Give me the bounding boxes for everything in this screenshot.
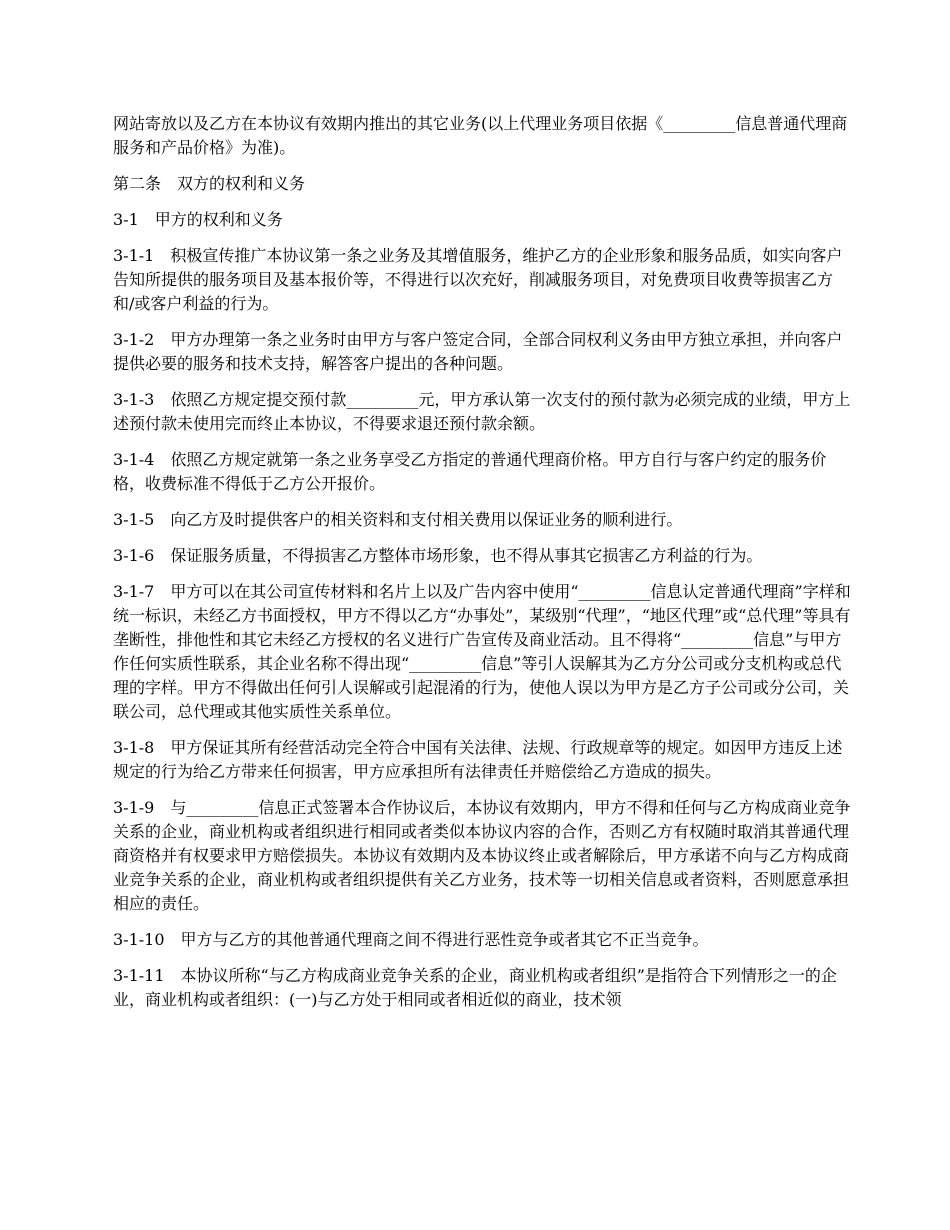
clause-3-1-3: 3-1-3 依照乙方规定提交预付款_________元，甲方承认第一次支付的预付款为必须完成的业绩，甲方上述预付款未使用完而终止本协议，不得要求退还预付款余额。 [113, 390, 851, 433]
clause-3-1-9: 3-1-9 与_________信息正式签署本合作协议后，本协议有效期内，甲方不得和任何与乙方构成商业竞争关系的企业，商业机构或者组织进行相同或者类似本协议内容的合作，否则乙方有权随时取消其普通代理商资格并有权要求甲方赔偿损失。本协议有效期内及本协议终止或者解除后，甲方承诺不向与乙方构成商业竞争关系的企业，商业机构或者组织提供有关乙方业务，技术等一切相关信息或者资料，否则愿意承担相应的责任。 [113, 798, 851, 913]
clause-3-1-10: 3-1-10 甲方与乙方的其他普通代理商之间不得进行恶性竞争或者其它不正当竞争。 [113, 930, 709, 949]
clause-3-1-8: 3-1-8 甲方保证其所有经营活动完全符合中国有关法律、法规、行政规章等的规定。如因甲方违反上述规定的行为给乙方带来任何损害，甲方应承担所有法律责任并赔偿给乙方造成的损失。 [113, 738, 843, 781]
article-heading: 第二条 双方的权利和义务 [113, 174, 306, 193]
clause-3-1-11: 3-1-11 本协议所称“与乙方构成商业竞争关系的企业，商业机构或者组织”是指符合下列情形之一的企业，商业机构或者组织：(一)与乙方处于相同或者相近似的商业，技术领 [113, 966, 837, 1009]
section-heading: 3-1 甲方的权利和义务 [113, 210, 283, 229]
clause-3-1-6: 3-1-6 保证服务质量，不得损害乙方整体市场形象，也不得从事其它损害乙方利益的行为。 [113, 546, 763, 565]
paragraph-intro-continuation: 网站寄放以及乙方在本协议有效期内推出的其它业务(以上代理业务项目依据《_________信息普通代理商服务和产品价格》为准)。 [113, 114, 848, 157]
clause-3-1-5: 3-1-5 向乙方及时提供客户的相关资料和支付相关费用以保证业务的顺利进行。 [113, 510, 683, 529]
clause-3-1-1: 3-1-1 积极宣传推广本协议第一条之业务及其增值服务，维护乙方的企业形象和服务品质，如实向客户告知所提供的服务项目及基本报价等，不得进行以次充好，削减服务项目，对免费项目收费等损害乙方和/或客户利益的行为。 [113, 246, 843, 313]
clause-3-1-7: 3-1-7 甲方可以在其公司宣传材料和名片上以及广告内容中使用“_________信息认定普通代理商”字样和统一标识，未经乙方书面授权，甲方不得以乙方“办事处”，某级别“代理”，“地区代理”或“总代理”等具有垄断性，排他性和其它未经乙方授权的名义进行广告宣传及商业活动。且不得将“_________信息”与甲方作任何实质性联系，其企业名称不得出现“_________信息”等引人误解其为乙方分公司或分支机构或总代理的字样。甲方不得做出任何引人误解或引起混淆的行为，使他人误以为甲方是乙方子公司或分公司，关联公司，总代理或其他实质性关系单位。 [113, 582, 851, 721]
clause-3-1-4: 3-1-4 依照乙方规定就第一条之业务享受乙方指定的普通代理商价格。甲方自行与客户约定的服务价格，收费标准不得低于乙方公开报价。 [113, 450, 827, 493]
clause-3-1-2: 3-1-2 甲方办理第一条之业务时由甲方与客户签定合同，全部合同权利义务由甲方独立承担，并向客户提供必要的服务和技术支持，解答客户提出的各种问题。 [113, 330, 843, 373]
document-page [113, 112, 851, 1024]
